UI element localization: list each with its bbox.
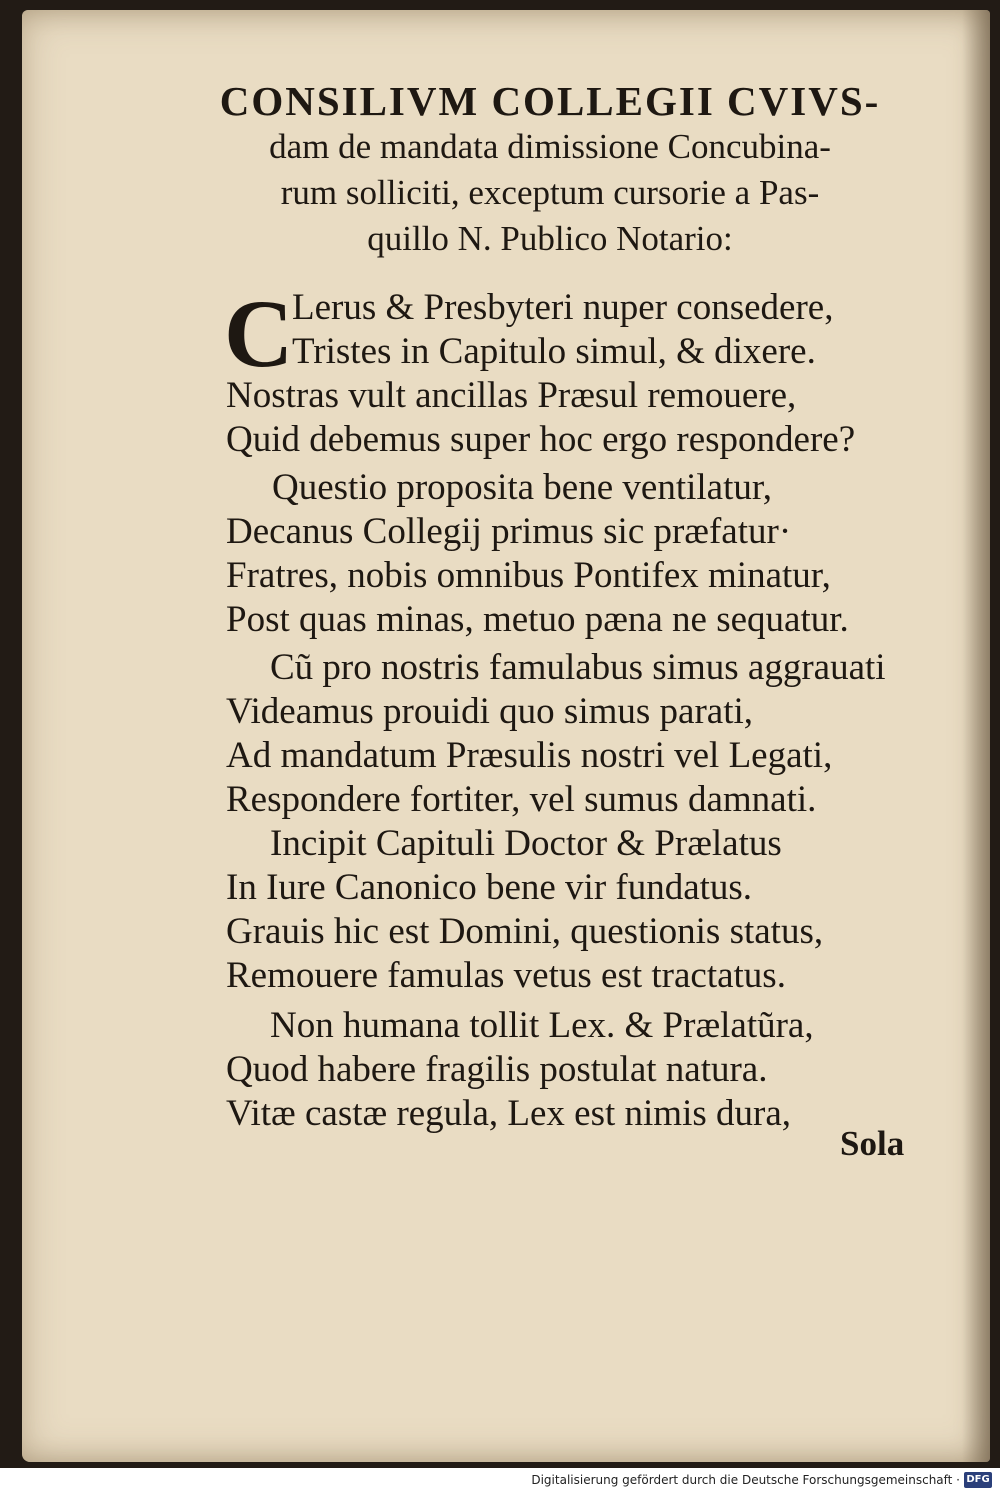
dfg-logo: DFG bbox=[964, 1472, 992, 1488]
verse-line: Post quas minas, metuo pæna ne sequatur. bbox=[226, 599, 849, 640]
stanza bbox=[226, 646, 926, 822]
footer-bar bbox=[0, 1468, 1000, 1493]
stanza bbox=[224, 280, 926, 462]
verse-line: Videamus prouidi quo simus parati, bbox=[226, 691, 754, 732]
verse-line: Respondere fortiter, vel sumus damnati. bbox=[226, 779, 817, 820]
stanza bbox=[226, 466, 926, 642]
verse-line: Fratres, nobis omnibus Pontifex minatur, bbox=[226, 555, 831, 596]
heading-line: quillo N. Publico Notario: bbox=[367, 219, 733, 258]
verse-line: Questio proposita bene ventilatur, bbox=[272, 467, 772, 508]
verse-line: Cũ pro nostris famulabus simus aggrauati bbox=[270, 647, 886, 688]
verse-line: Vitæ castæ regula, Lex est nimis dura, bbox=[226, 1093, 791, 1134]
verse-line: Decanus Collegij primus sic præfatur· bbox=[226, 511, 792, 552]
stanza bbox=[226, 822, 926, 998]
verse-line: Quid debemus super hoc ergo respondere? bbox=[226, 419, 856, 460]
verse-line: Ad mandatum Præsulis nostri vel Legati, bbox=[226, 735, 833, 776]
verse-line: Lerus & Presbyteri nuper consedere, bbox=[292, 287, 834, 328]
verse-line: Remouere famulas vetus est tractatus. bbox=[226, 955, 786, 996]
verse-line: Tristes in Capitulo simul, & dixere. bbox=[292, 331, 816, 372]
verse-line: Grauis hic est Domini, questionis status, bbox=[226, 911, 824, 952]
drop-cap: C bbox=[224, 280, 294, 387]
stanza bbox=[226, 1004, 926, 1136]
verse-line: Non humana tollit Lex. & Prælatũra, bbox=[270, 1005, 814, 1046]
heading-line: CONSILIVM COLLEGII CVIVS- bbox=[219, 78, 881, 124]
funding-note: Digitalisierung gefördert durch die Deutsche Forschungsgemeinschaft · bbox=[531, 1473, 960, 1487]
verse-line: Incipit Capituli Doctor & Prælatus bbox=[270, 823, 782, 864]
heading-block bbox=[200, 78, 900, 262]
verse-line: Nostras vult ancillas Præsul remouere, bbox=[226, 375, 797, 416]
heading-line: rum solliciti, exceptum cursorie a Pas- bbox=[280, 173, 820, 212]
verse-line: Quod habere fragilis postulat natura. bbox=[226, 1049, 768, 1090]
catchword: Sola bbox=[840, 1124, 905, 1163]
verse-line: In Iure Canonico bene vir fundatus. bbox=[226, 867, 753, 908]
gutter-shadow bbox=[962, 10, 990, 1462]
heading-line: dam de mandata dimissione Concubina- bbox=[269, 127, 831, 166]
